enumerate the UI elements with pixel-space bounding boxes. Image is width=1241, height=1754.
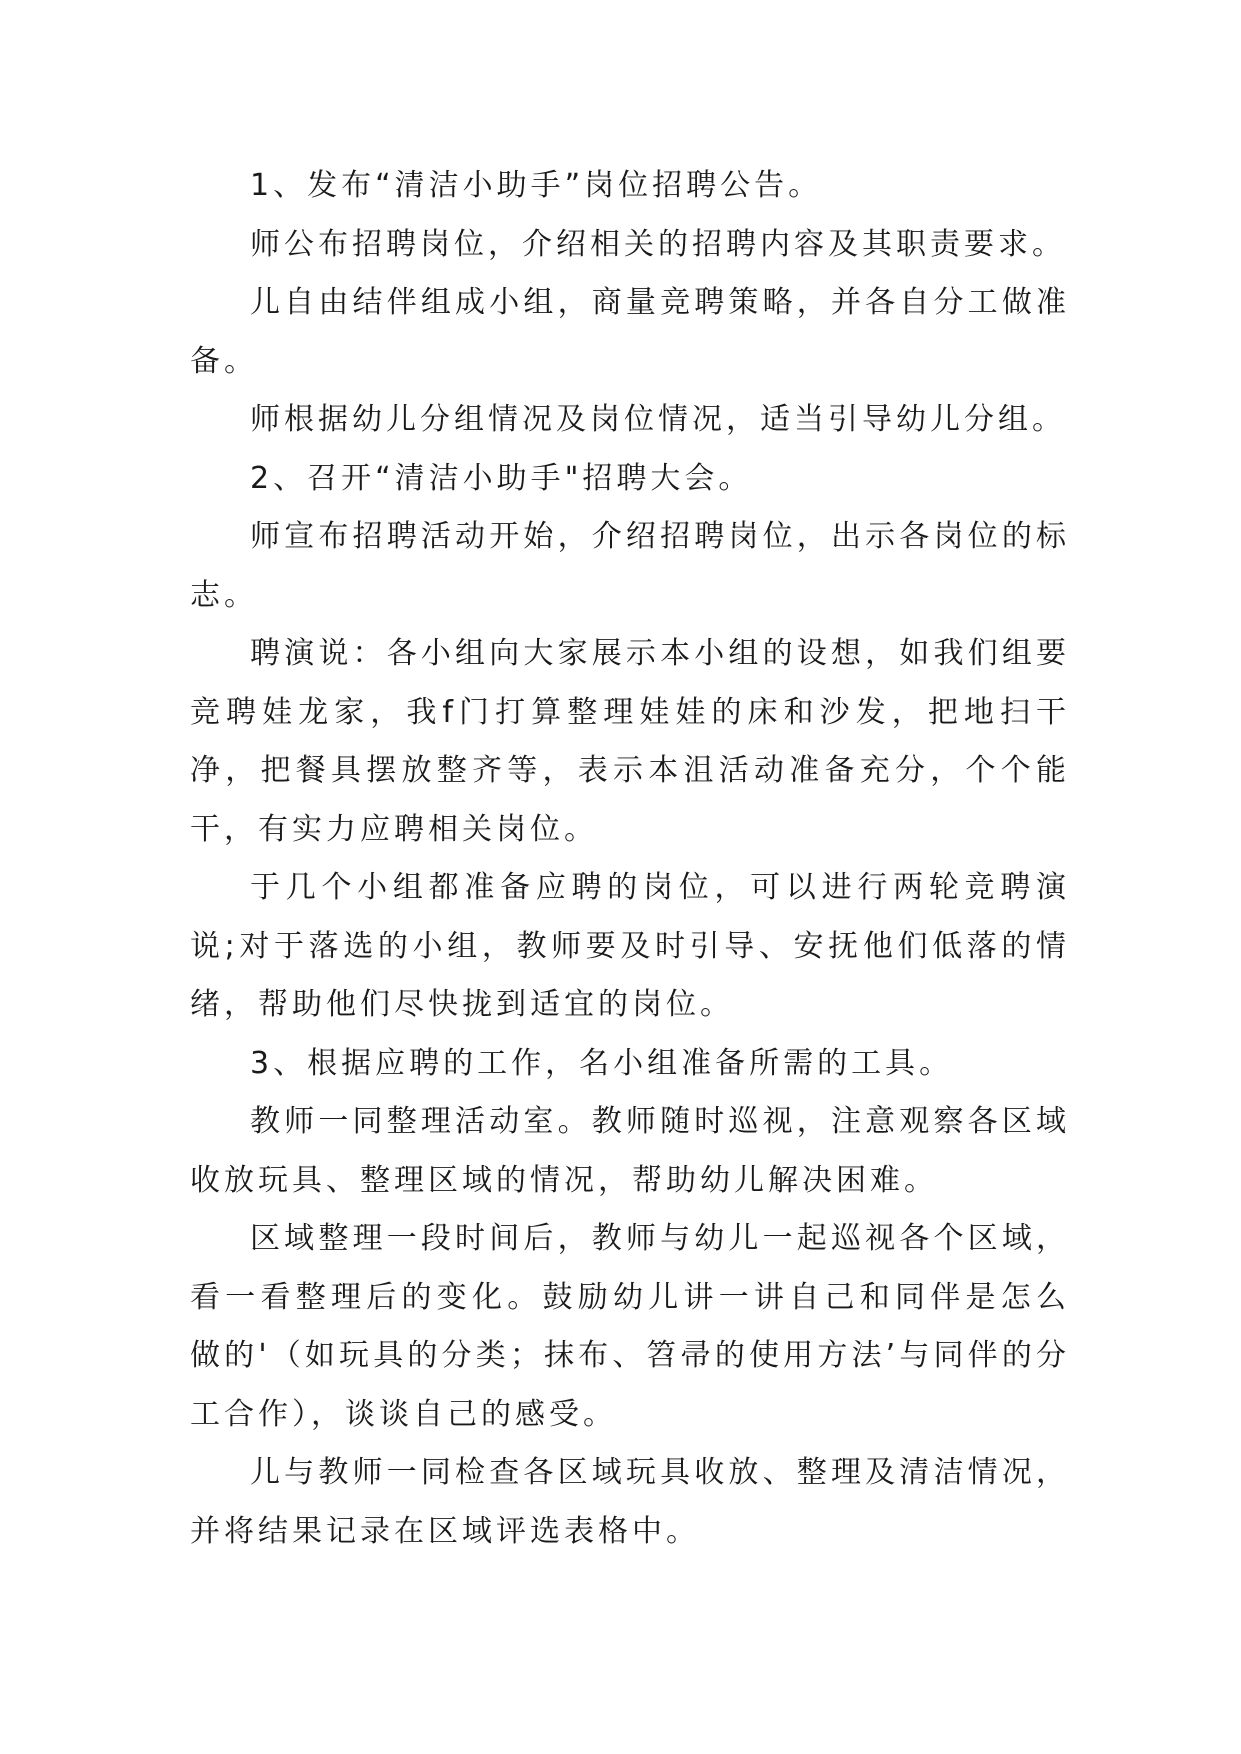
paragraph-3: 儿自由结伴组成小组，商量竞聘策略，并各自分工做准备。	[190, 285, 1070, 379]
paragraph-2: 师公布招聘岗位，介绍相关的招聘内容及其职责要求。	[250, 226, 1066, 262]
paragraph-10: 教师一同整理活动室。教师随时巡视，注意观察各区域收放玩具、整理区域的情况，帮助幼儿解决困难。	[190, 1104, 1070, 1198]
paragraph-4: 师根据幼儿分组情况及岗位情况，适当引导幼儿分组。	[250, 402, 1066, 437]
document-body	[190, 157, 1070, 1561]
paragraph-7: 聘演说：各小组向大家展示本小组的设想，如我们组要竞聘娃龙家，我f门打算整理娃娃的床和沙发，把地扫干净，把餐具摆放整齐等，表示本沮活动准备充分，个个能干，有实力应聘相关岗位。	[190, 636, 1070, 847]
paragraph-9: 3、根据应聘的工作，名小组准备所需的工具。	[250, 1045, 954, 1081]
paragraph-11: 区域整理一段时间后，教师与幼儿一起巡视各个区域，看一看整理后的变化。鼓励幼儿讲一讲自己和同伴是怎么做的'（如玩具的分类；抹布、笤帚的使用方法’与同伴的分工合作），谈谈自己的感受。	[190, 1221, 1070, 1432]
paragraph-6: 师宣布招聘活动开始，介绍招聘岗位，出示各岗位的标志。	[190, 519, 1070, 613]
paragraph-12: 儿与教师一同检查各区域玩具收放、整理及清洁情况，并将结果记录在区域评选表格中。	[190, 1455, 1070, 1549]
paragraph-5: 2、召开“清洁小助手"招聘大会。	[250, 460, 753, 496]
paragraph-8: 于几个小组都准备应聘的岗位，可以进行两轮竞聘演说;对于落选的小组，教师要及时引导、安抚他们低落的情绪，帮助他们尽快拢到适宜的岗位。	[190, 870, 1070, 1022]
paragraph-1: 1、发布“清洁小助手”岗位招聘公告。	[250, 168, 823, 203]
